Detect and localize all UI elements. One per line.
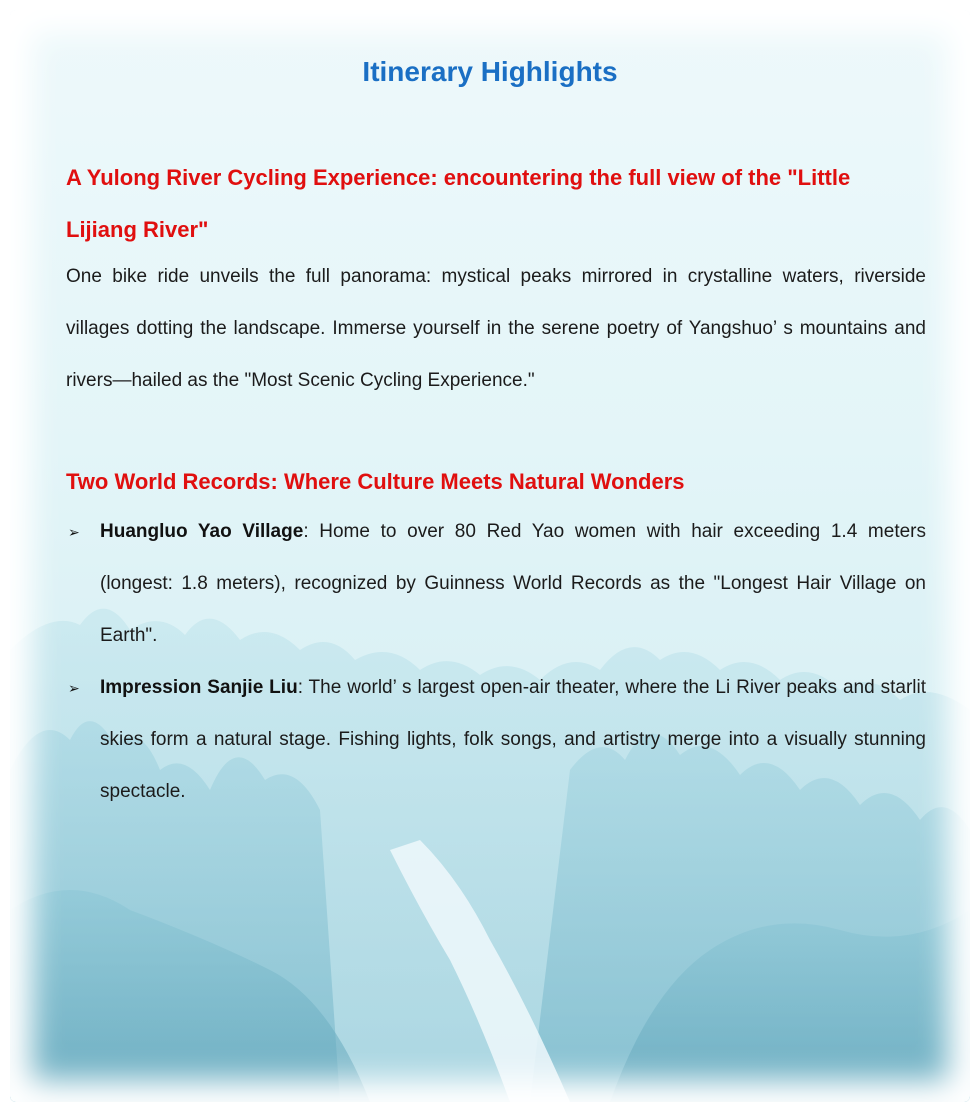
section-heading-cycling: A Yulong River Cycling Experience: encountering the full view of the "Little Lijiang River" (66, 165, 851, 242)
section-heading-world-records: Two World Records: Where Culture Meets Natural Wonders (66, 469, 685, 494)
section-body-cycling: One bike ride unveils the full panorama: mystical peaks mirrored in crystalline waters, riverside villages dotting the landscape. Immerse yourself in the serene poetry of Yangshuo’ s mountains and rivers—hailed as the "Most Scenic Cycling Experience." (66, 266, 926, 391)
world-records-list (66, 506, 926, 818)
list-item (66, 506, 926, 662)
document-page (10, 10, 970, 1102)
list-item (66, 662, 926, 818)
content (10, 10, 970, 1102)
page-title: Itinerary Highlights (362, 56, 618, 87)
item-name: Impression Sanjie Liu (100, 677, 298, 698)
arrow-bullet-icon: ➢ (68, 524, 80, 540)
item-text: : The world’ s largest open-air theater, where the Li River peaks and starlit skies form a natural stage. Fishing lights, folk songs, and artistry merge into a visually stunning spectacle. (100, 677, 927, 802)
item-text: : Home to over 80 Red Yao women with hair exceeding 1.4 meters (longest: 1.8 meters), recognized by Guinness World Records as the "Longest Hair Village on Earth". (100, 521, 927, 646)
arrow-bullet-icon: ➢ (68, 680, 80, 696)
item-name: Huangluo Yao Village (100, 521, 304, 542)
